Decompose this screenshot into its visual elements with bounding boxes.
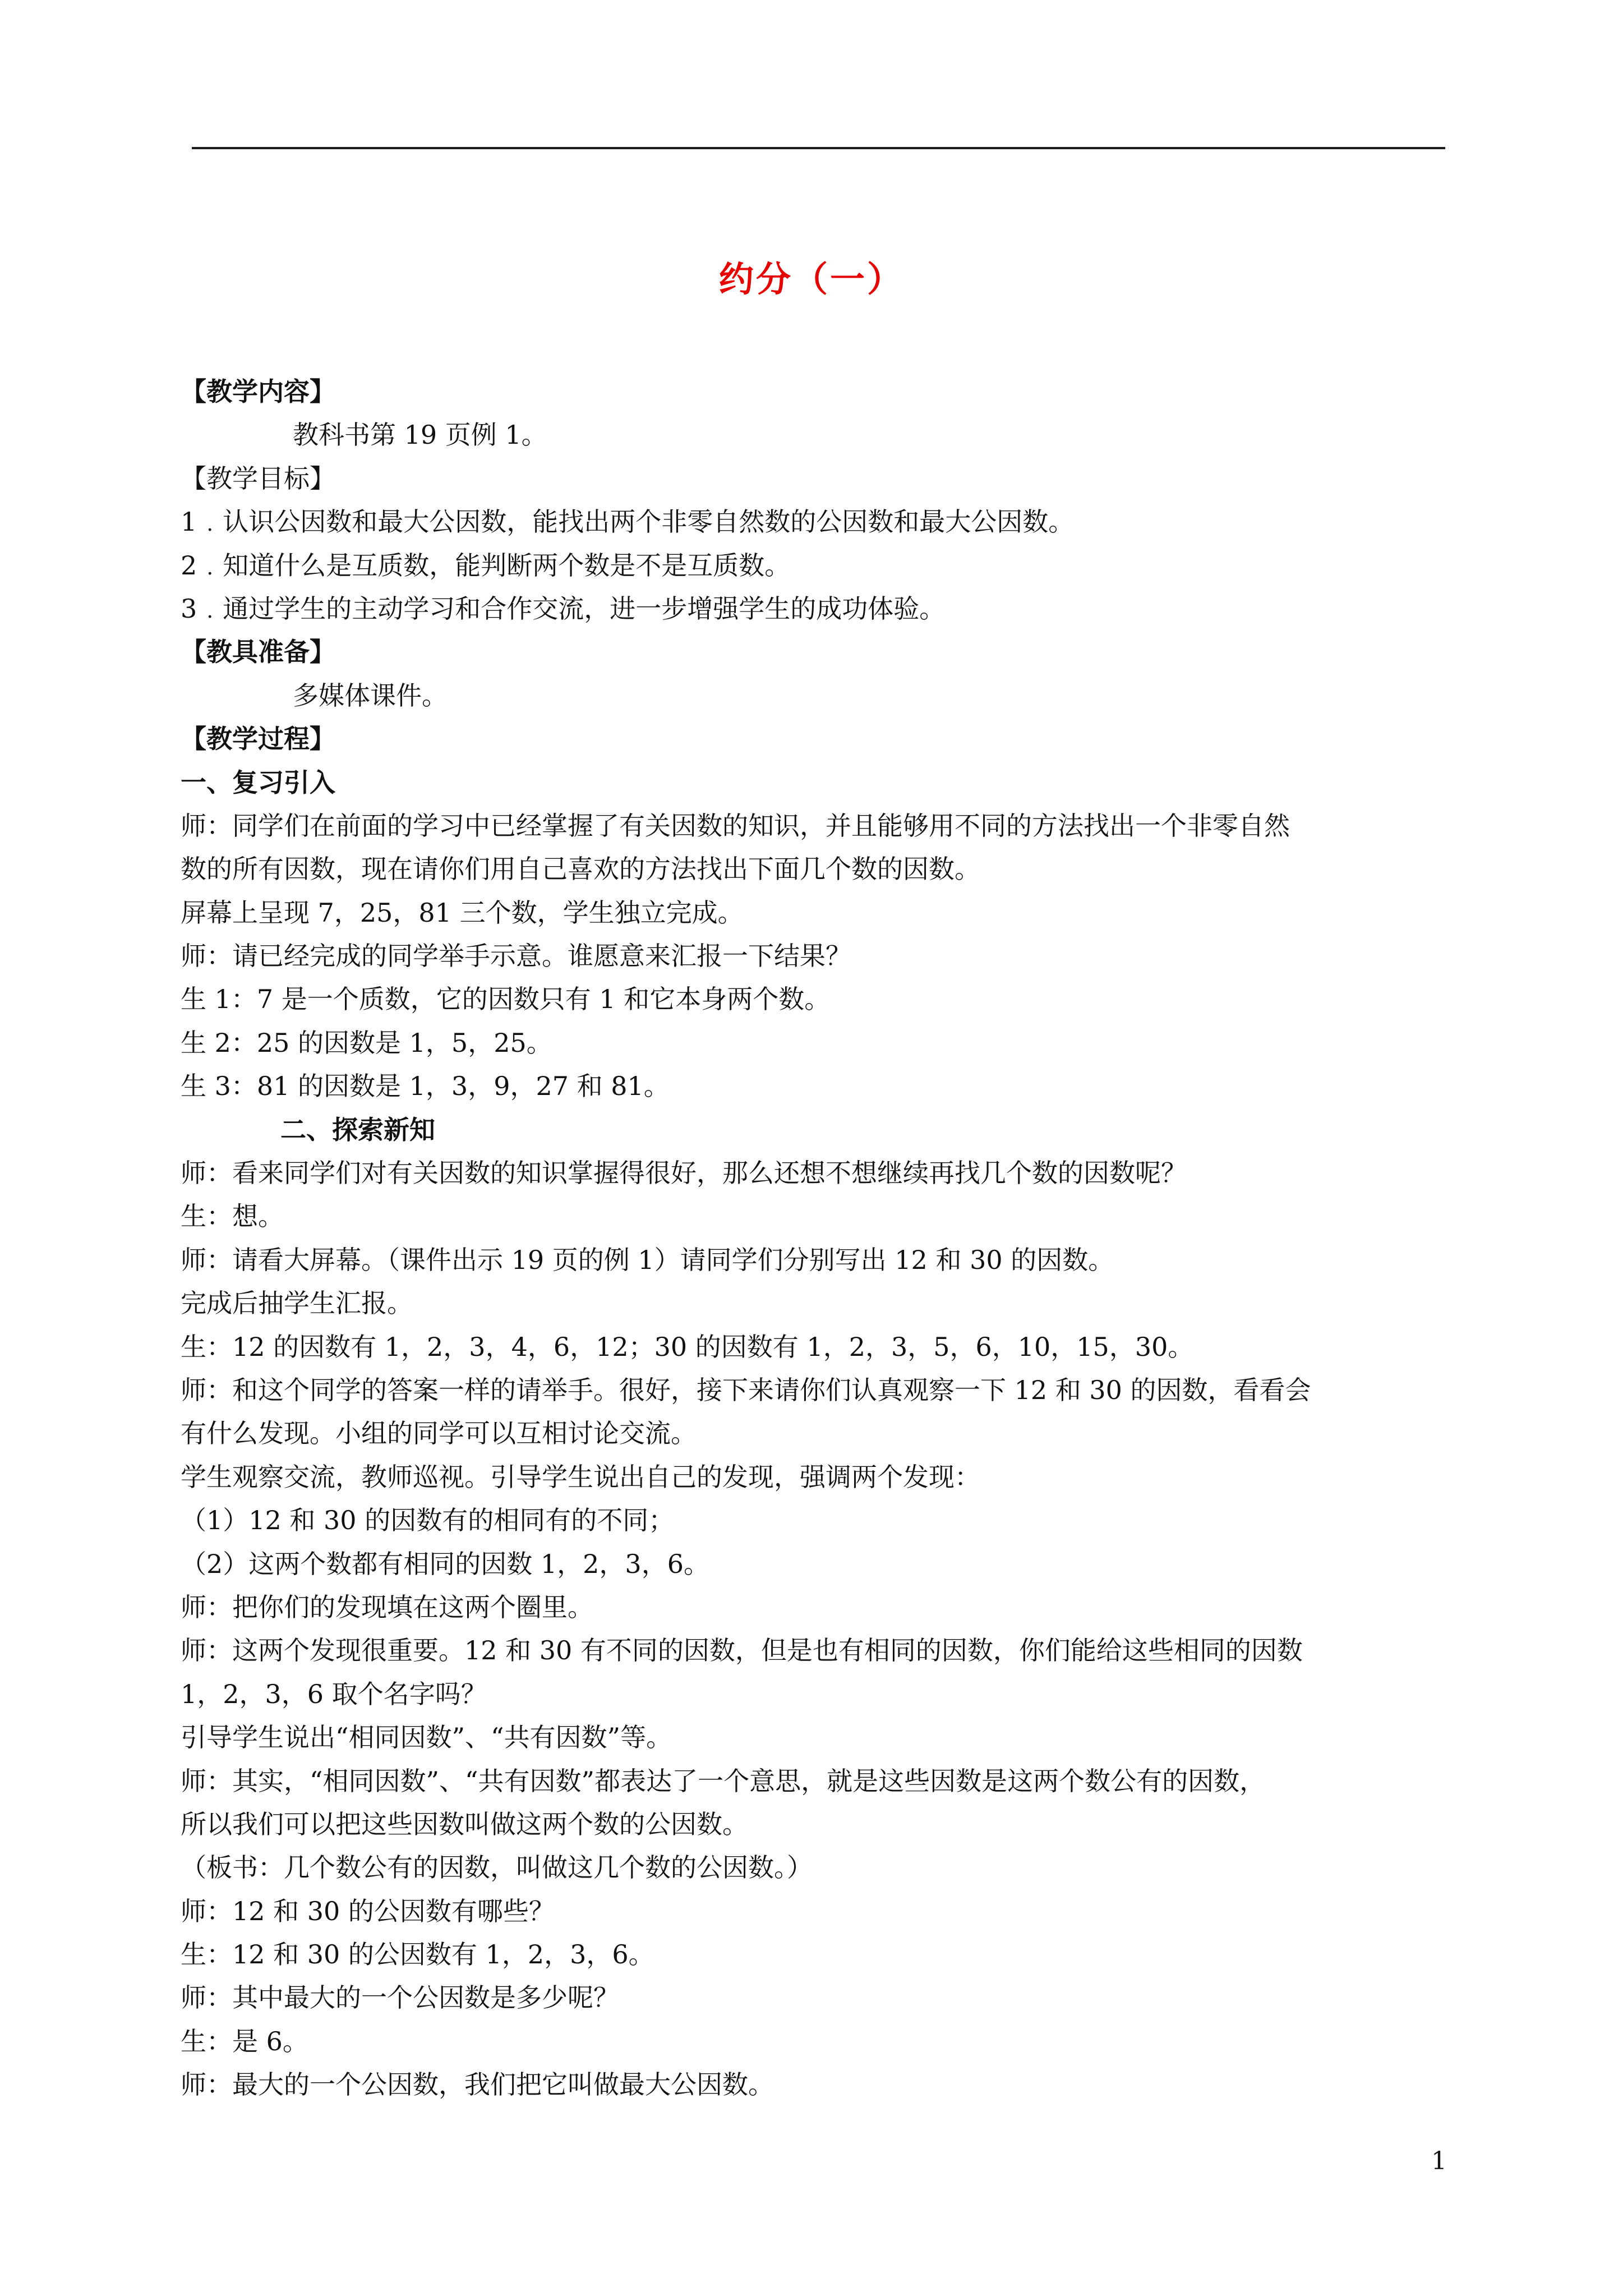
paragraph-line: 所以我们可以把这些因数叫做这两个数的公因数。 <box>181 1809 748 1839</box>
paragraph-line: 师：12 和 30 的公因数有哪些？ <box>181 1895 555 1926</box>
paragraph-line: 完成后抽学生汇报。 <box>181 1288 413 1319</box>
paragraph-line: 师：把你们的发现填在这两个圈里。 <box>181 1591 593 1622</box>
paragraph-line: 师：这两个发现很重要。12 和 30 有不同的因数，但是也有相同的因数，你们能给这些相同的因数 <box>181 1635 1303 1666</box>
paragraph-line: 师：和这个同学的答案一样的请举手。很好，接下来请你们认真观察一下 12 和 30 的因数，看看会 <box>181 1374 1311 1405</box>
paragraph-line: 屏幕上呈现 7，25，81 三个数，学生独立完成。 <box>181 897 744 928</box>
paragraph-line: 生：12 和 30 的公因数有 1，2，3，6。 <box>181 1939 654 1970</box>
paragraph-line: 2﹒知道什么是互质数，能判断两个数是不是互质数。 <box>181 550 791 581</box>
paragraph-line: 生 3：81 的因数是 1，3，9，27 和 81。 <box>181 1071 670 1102</box>
paragraph-line: 多媒体课件。 <box>293 680 448 711</box>
paragraph-line: 3﹒通过学生的主动学习和合作交流，进一步增强学生的成功体验。 <box>181 593 946 624</box>
paragraph-line: 师：其实，“相同因数”、“共有因数”都表达了一个意思，就是这些因数是这两个数公有的因数， <box>181 1765 1266 1796</box>
paragraph-line: （板书：几个数公有的因数，叫做这几个数的公因数。） <box>181 1852 813 1883</box>
paragraph-line: 引导学生说出“相同因数”、“共有因数”等。 <box>181 1722 672 1753</box>
paragraph-line: 生：想。 <box>181 1201 284 1232</box>
section-heading-teaching-aids: 【教具准备】 <box>181 637 335 668</box>
paragraph-line: 数的所有因数，现在请你们用自己喜欢的方法找出下面几个数的因数。 <box>181 854 980 885</box>
paragraph-line: 师：其中最大的一个公因数是多少呢？ <box>181 1982 619 2013</box>
document-body <box>181 370 1449 2107</box>
paragraph-line: 生 2：25 的因数是 1，5，25。 <box>181 1027 552 1058</box>
header-rule <box>192 147 1445 149</box>
paragraph-line: 有什么发现。小组的同学可以互相讨论交流。 <box>181 1418 697 1449</box>
paragraph-line: 师：同学们在前面的学习中已经掌握了有关因数的知识，并且能够用不同的方法找出一个非零自然 <box>181 810 1290 841</box>
paragraph-line: 生 1：7 是一个质数，它的因数只有 1 和它本身两个数。 <box>181 984 831 1015</box>
paragraph-line: 师：看来同学们对有关因数的知识掌握得很好，那么还想不想继续再找几个数的因数呢？ <box>181 1158 1187 1189</box>
section-heading-teaching-content: 【教学内容】 <box>181 376 335 407</box>
paragraph-line: （1）12 和 30 的因数有的相同有的不同； <box>181 1505 675 1536</box>
section-heading-teaching-goals: 【教学目标】 <box>181 463 335 494</box>
document-title: 约分（一） <box>718 259 904 300</box>
paragraph-line: 生：是 6。 <box>181 2026 308 2056</box>
paragraph-line: 学生观察交流，教师巡视。引导学生说出自己的发现，强调两个发现： <box>181 1461 980 1492</box>
paragraph-line: 师：请已经完成的同学举手示意。谁愿意来汇报一下结果？ <box>181 941 851 972</box>
paragraph-line: 1﹒认识公因数和最大公因数，能找出两个非零自然数的公因数和最大公因数。 <box>181 507 1075 537</box>
paragraph-line: 教科书第 19 页例 1。 <box>293 420 547 450</box>
paragraph-line: 1，2，3，6 取个名字吗？ <box>181 1678 487 1709</box>
paragraph-line: 师：最大的一个公因数，我们把它叫做最大公因数。 <box>181 2069 774 2100</box>
paragraph-line: （2）这两个数都有相同的因数 1，2，3，6。 <box>181 1548 709 1579</box>
paragraph-line: 师：请看大屏幕。（课件出示 19 页的例 1）请同学们分别写出 12 和 30 的因数。 <box>181 1244 1114 1275</box>
page-number: 1 <box>1431 2147 1447 2175</box>
paragraph-line: 生：12 的因数有 1，2，3，4，6，12；30 的因数有 1，2，3，5，6，10，15，30。 <box>181 1331 1194 1362</box>
subsection-heading-explore: 二、探索新知 <box>280 1114 435 1145</box>
section-heading-teaching-process: 【教学过程】 <box>181 724 335 754</box>
subsection-heading-review: 一、复习引入 <box>181 767 335 798</box>
